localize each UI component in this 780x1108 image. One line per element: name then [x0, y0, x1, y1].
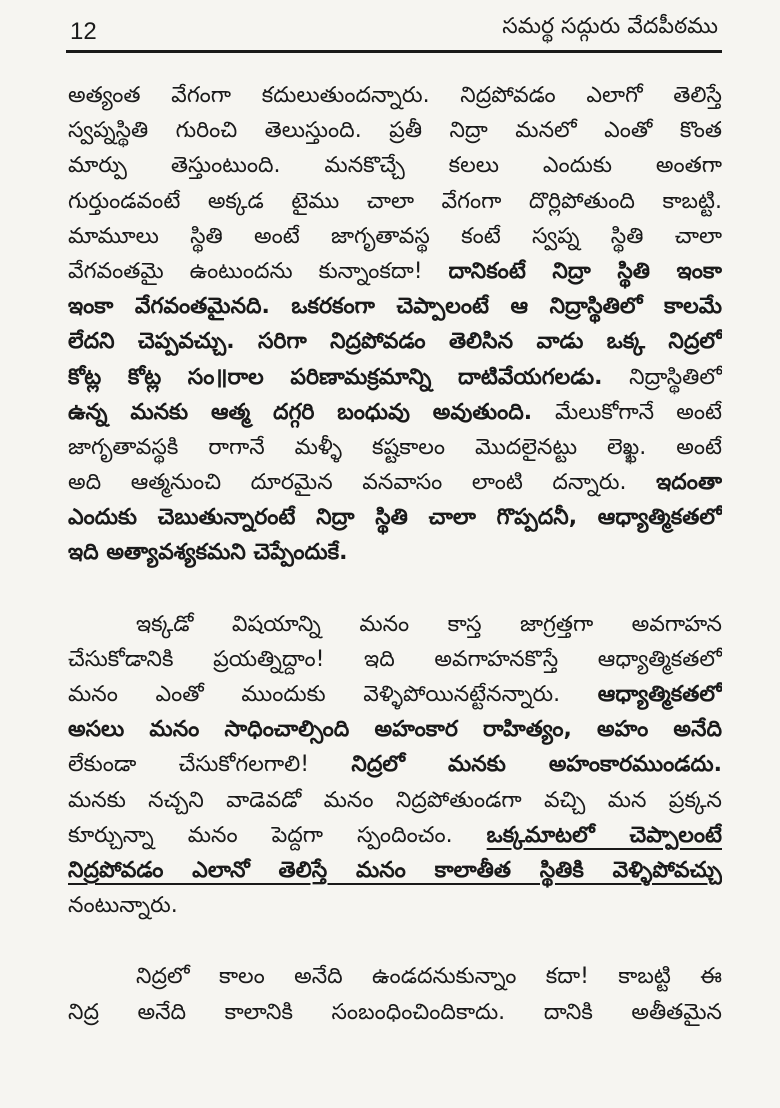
text-segment: నిద్ర అనేది కాలానికి సంబంధించిందికాదు. దానికి అతీతమైన [68, 999, 722, 1025]
text-segment: అది ఆత్మనుంచి దూరమైన వనవాసం లాంటి దన్నారు. [68, 470, 657, 496]
text-segment: అసలు మనం సాధించాల్సింది అహంకార రాహిత్యం, అహం అనేది [68, 717, 722, 743]
text-line [68, 607, 722, 642]
text-segment: ఇంకా వేగవంతమైనది. ఒకరకంగా చెప్పాలంటే ఆ నిద్రాస్థితిలో కాలమే [68, 294, 722, 320]
text-line [68, 959, 722, 994]
text-line [68, 642, 722, 677]
text-line [68, 324, 722, 359]
text-segment: లేదని చెప్పవచ్చు. సరిగా నిద్రపోవడం తెలిసిన వాడు ఒక్క నిద్రలో [68, 329, 722, 355]
text-line [68, 535, 722, 570]
text-line [68, 712, 722, 747]
text-segment: కూర్చున్నా మనం పెద్దగా స్పందించం. [68, 822, 487, 848]
text-segment: మార్పు తెస్తుంటుంది. మనకొచ్చే కలలు ఎందుకు అంతగా [68, 153, 722, 179]
text-segment: మనం ఎంతో ముందుకు వెళ్ళిపోయినట్టేనన్నారు. [68, 682, 598, 707]
text-line [68, 254, 722, 289]
text-segment: నంటున్నారు. [68, 893, 178, 919]
text-line [68, 783, 722, 818]
page-body-text [68, 78, 722, 1030]
underlined-text: ఒక్కమాటలో చెప్పాలంటే [486, 822, 722, 848]
text-segment: జాగృతావస్థకి రాగానే మళ్ళీ కష్టకాలం మొదలైనట్టు లెఖ్ఖ. అంటే [68, 434, 722, 460]
text-segment: ఇది అత్యావశ్యకమని చెప్పేందుకే. [68, 540, 348, 566]
page-header [66, 10, 722, 53]
text-segment: ఉన్న మనకు ఆత్మ దగ్గరి బంధువు అవుతుంది. [68, 399, 555, 425]
text-segment: ఆధ్యాత్మికతలో [597, 682, 722, 707]
text-segment: స్వప్నస్థితి గురించి తెలుస్తుంది. ప్రతీ నిద్రా మనలో ఎంతో కొంత [68, 118, 722, 144]
text-line [68, 184, 722, 219]
text-line [68, 500, 722, 535]
running-title: సమర్థ సద్గురు వేదపీఠము [502, 14, 718, 39]
text-segment: కోట్ల కోట్ల సం॥రాల పరిణామక్రమాన్ని దాటివేయగలడు. [68, 364, 630, 390]
text-segment: వేగవంతమై ఉంటుందను కున్నాంకదా! [68, 258, 449, 284]
text-segment: మేలుకోగానే అంటే [554, 399, 722, 425]
text-line [68, 888, 722, 923]
text-line [68, 219, 722, 254]
underlined-text: నిద్రపోవడం ఎలానో తెలిస్తే మనం కాలాతీత స్థితికి వెళ్ళిపోవచ్చు [68, 857, 722, 883]
text-line [68, 465, 722, 500]
text-line [68, 747, 722, 782]
text-segment: నిద్రాస్థితిలో [629, 364, 722, 390]
text-line [68, 853, 722, 888]
text-segment: ఇక్కడో విషయాన్ని మనం కాస్త జాగ్రత్తగా అవగాహన [136, 611, 722, 637]
text-segment: దానికంటే నిద్రా స్థితి ఇంకా [448, 258, 722, 284]
text-line [68, 818, 722, 853]
text-line [68, 395, 722, 430]
text-segment: నిద్రలో కాలం అనేది ఉండదనుకున్నాం కదా! కాబట్టి ఈ [136, 964, 722, 990]
text-line [68, 995, 722, 1030]
text-segment: మనకు నచ్చని వాడెవడో మనం నిద్రపోతుండగా వచ్చి మన ప్రక్కన [68, 787, 722, 813]
text-segment: లేకుండా చేసుకోగలగాలి! [68, 752, 352, 778]
text-segment: చేసుకోడానికి ప్రయత్నిద్దాం! ఇది అవగాహనకొస్తే ఆధ్యాత్మికతలో [68, 646, 722, 672]
text-segment: మామూలు స్థితి అంటే జాగృతావస్థ కంటే స్వప్న స్థితి చాలా [68, 223, 722, 249]
text-segment: అత్యంత వేగంగా కదులుతుందన్నారు. నిద్రపోవడం ఎలాగో తెలిస్తే [68, 83, 722, 108]
text-line [68, 430, 722, 465]
text-line [68, 148, 722, 183]
text-segment: ఎందుకు చెబుతున్నారంటే నిద్రా స్థితి చాలా గొప్పదనీ, ఆధ్యాత్మికతలో [68, 505, 722, 531]
page-number: 12 [70, 18, 97, 45]
text-line [68, 677, 722, 712]
text-line [68, 360, 722, 395]
text-line [68, 113, 722, 148]
text-line [68, 289, 722, 324]
text-segment: నిద్రలో మనకు అహంకారముండదు. [351, 752, 722, 778]
text-segment: ఇదంతా [656, 470, 722, 496]
text-line [68, 78, 722, 113]
text-segment: గుర్తుండవంటే అక్కడ టైము చాలా వేగంగా దొర్లిపోతుంది కాబట్టి. [68, 188, 722, 214]
